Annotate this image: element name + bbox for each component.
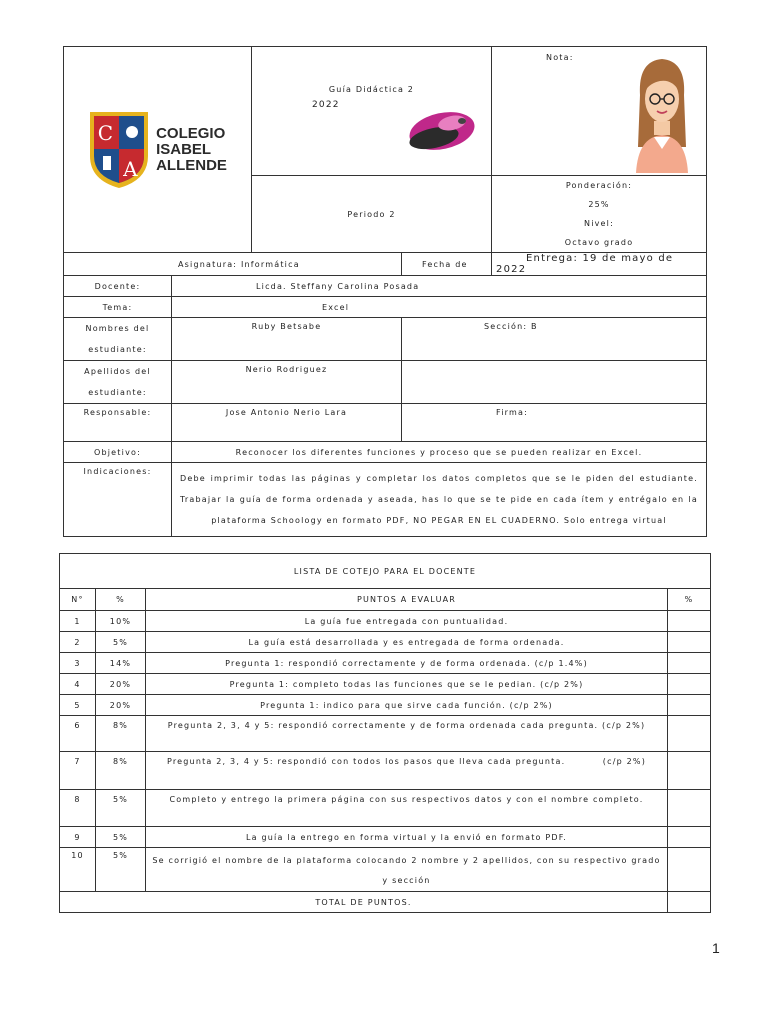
row-number: 3	[60, 653, 96, 674]
apellidos-label-cell: Apellidos del estudiante:	[64, 361, 172, 404]
row-percent: 20%	[96, 695, 146, 716]
table-row	[60, 632, 711, 653]
row-percent: 10%	[96, 611, 146, 632]
col-header-pct: %	[96, 589, 146, 611]
logo-cell	[64, 47, 252, 253]
row-criterion: Pregunta 2, 3, 4 y 5: respondió correctamente y de forma ordenada cada pregunta. (c/p 2%)	[146, 716, 668, 752]
table-row	[60, 790, 711, 827]
nombres-value: Ruby Betsabe	[172, 318, 402, 361]
mouse-icon	[404, 105, 480, 155]
svg-text:A: A	[123, 156, 139, 181]
row-percent: 5%	[96, 790, 146, 827]
school-name: COLEGIO ISABEL ALLENDE	[156, 124, 227, 174]
docente-value: Licda. Steffany Carolina Posada	[256, 281, 420, 291]
guia-cell	[252, 47, 492, 176]
ponderacion-label: Ponderación:	[565, 181, 633, 190]
header-table	[63, 46, 707, 537]
entrega-text: Entrega: 19 de mayo de 2022	[496, 253, 674, 275]
row-score-cell[interactable]	[668, 632, 711, 653]
table-row	[60, 653, 711, 674]
table-row	[60, 752, 711, 790]
row-criterion: La guía está desarrollada y es entregada de forma ordenada.	[146, 632, 668, 653]
docente-value-cell	[172, 276, 707, 297]
asignatura-text: Asignatura: Informática	[178, 259, 300, 269]
col-header-points: PUNTOS A EVALUAR	[146, 589, 668, 611]
row-number: 2	[60, 632, 96, 653]
apellidos-value: Nerio Rodriguez	[172, 361, 402, 404]
row-score-cell[interactable]	[668, 611, 711, 632]
row-score-cell[interactable]	[668, 848, 711, 892]
nota-cell	[492, 47, 707, 176]
row-number: 5	[60, 695, 96, 716]
indicaciones-value: Debe imprimir todas las páginas y completar los datos completos que se le piden del estudiante. Trabajar la guía de forma ordenada y aseada, has lo que se te pide en cada ítem y entrégalo en la plataforma Schoology en formato PDF, NO PEGAR EN EL CUADERNO. Solo entrega virtual	[172, 463, 707, 537]
row-criterion: Pregunta 2, 3, 4 y 5: respondió con todos los pasos que lleva cada pregunta. (c/p 2%)	[146, 752, 668, 790]
row-percent: 8%	[96, 752, 146, 790]
row-score-cell[interactable]	[668, 752, 711, 790]
asignatura-cell	[64, 253, 402, 276]
row-number: 1	[60, 611, 96, 632]
row-score-cell[interactable]	[668, 716, 711, 752]
tema-value: Excel	[322, 302, 350, 312]
row-criterion: Pregunta 1: completo todas las funciones que se le pedian. (c/p 2%)	[146, 674, 668, 695]
row-percent: 14%	[96, 653, 146, 674]
objetivo-label: Objetivo:	[64, 442, 172, 463]
row-number: 10	[60, 848, 96, 892]
row-criterion: La guía la entrego en forma virtual y la envió en formato PDF.	[146, 827, 668, 848]
firma-label: Firma:	[496, 408, 528, 417]
seccion-text: Sección: B	[484, 322, 538, 331]
page-number: 1	[712, 940, 720, 956]
indicaciones-label: Indicaciones:	[64, 463, 172, 537]
table-row	[60, 695, 711, 716]
nivel-value: Octavo grado	[564, 238, 634, 247]
fecha-label-cell	[402, 253, 492, 276]
total-label: TOTAL DE PUNTOS.	[60, 892, 668, 913]
ponderacion-value: 25%	[588, 200, 610, 209]
row-criterion: Completo y entrego la primera página con sus respectivos datos y con el nombre completo.	[146, 790, 668, 827]
row-percent: 5%	[96, 827, 146, 848]
periodo-cell: Periodo 2	[252, 176, 492, 253]
guia-title: Guía Didáctica 2	[328, 85, 415, 94]
checklist-title: LISTA DE COTEJO PARA EL DOCENTE	[60, 554, 711, 589]
row-score-cell[interactable]	[668, 695, 711, 716]
row-criterion: Se corrigió el nombre de la plataforma colocando 2 nombre y 2 apellidos, con su respectivo grado y sección	[146, 848, 668, 892]
row-percent: 5%	[96, 848, 146, 892]
row-score-cell[interactable]	[668, 790, 711, 827]
row-criterion: La guía fue entregada con puntualidad.	[146, 611, 668, 632]
nivel-label: Nivel:	[584, 219, 614, 228]
nota-label: Nota:	[546, 53, 574, 62]
row-number: 8	[60, 790, 96, 827]
row-percent: 20%	[96, 674, 146, 695]
table-row	[60, 827, 711, 848]
col-header-score: %	[668, 589, 711, 611]
objetivo-value: Reconocer los diferentes funciones y proceso que se pueden realizar en Excel.	[172, 442, 707, 463]
checklist-table	[59, 553, 711, 913]
svg-text:C: C	[97, 120, 115, 145]
table-row	[60, 848, 711, 892]
entrega-cell	[492, 253, 707, 276]
row-percent: 8%	[96, 716, 146, 752]
tema-value-cell	[172, 297, 707, 318]
responsable-value: Jose Antonio Nerio Lara	[172, 404, 402, 442]
row-number: 6	[60, 716, 96, 752]
firma-cell	[402, 404, 707, 442]
table-row	[60, 716, 711, 752]
table-row	[60, 611, 711, 632]
docente-label: Docente:	[64, 276, 172, 297]
row-number: 9	[60, 827, 96, 848]
row-criterion: Pregunta 1: respondió correctamente y de forma ordenada. (c/p 1.4%)	[146, 653, 668, 674]
col-header-no: N°	[60, 589, 96, 611]
row-percent: 5%	[96, 632, 146, 653]
fecha-label: Fecha de	[422, 259, 468, 269]
seccion-cell	[402, 318, 707, 361]
total-score-cell[interactable]	[668, 892, 711, 913]
teacher-avatar-icon	[632, 55, 692, 173]
row-score-cell[interactable]	[668, 653, 711, 674]
row-criterion: Pregunta 1: indico para que sirve cada función. (c/p 2%)	[146, 695, 668, 716]
school-logo	[68, 110, 247, 190]
tema-label: Tema:	[64, 297, 172, 318]
table-row	[60, 674, 711, 695]
apellidos-blank-cell	[402, 361, 707, 404]
responsable-label: Responsable:	[64, 404, 172, 442]
row-score-cell[interactable]	[668, 674, 711, 695]
row-number: 4	[60, 674, 96, 695]
school-crest-icon	[88, 110, 150, 190]
nombres-label-cell: Nombres del estudiante:	[64, 318, 172, 361]
row-score-cell[interactable]	[668, 827, 711, 848]
ponderacion-cell	[492, 176, 707, 253]
guia-year: 2022	[312, 100, 340, 110]
row-number: 7	[60, 752, 96, 790]
